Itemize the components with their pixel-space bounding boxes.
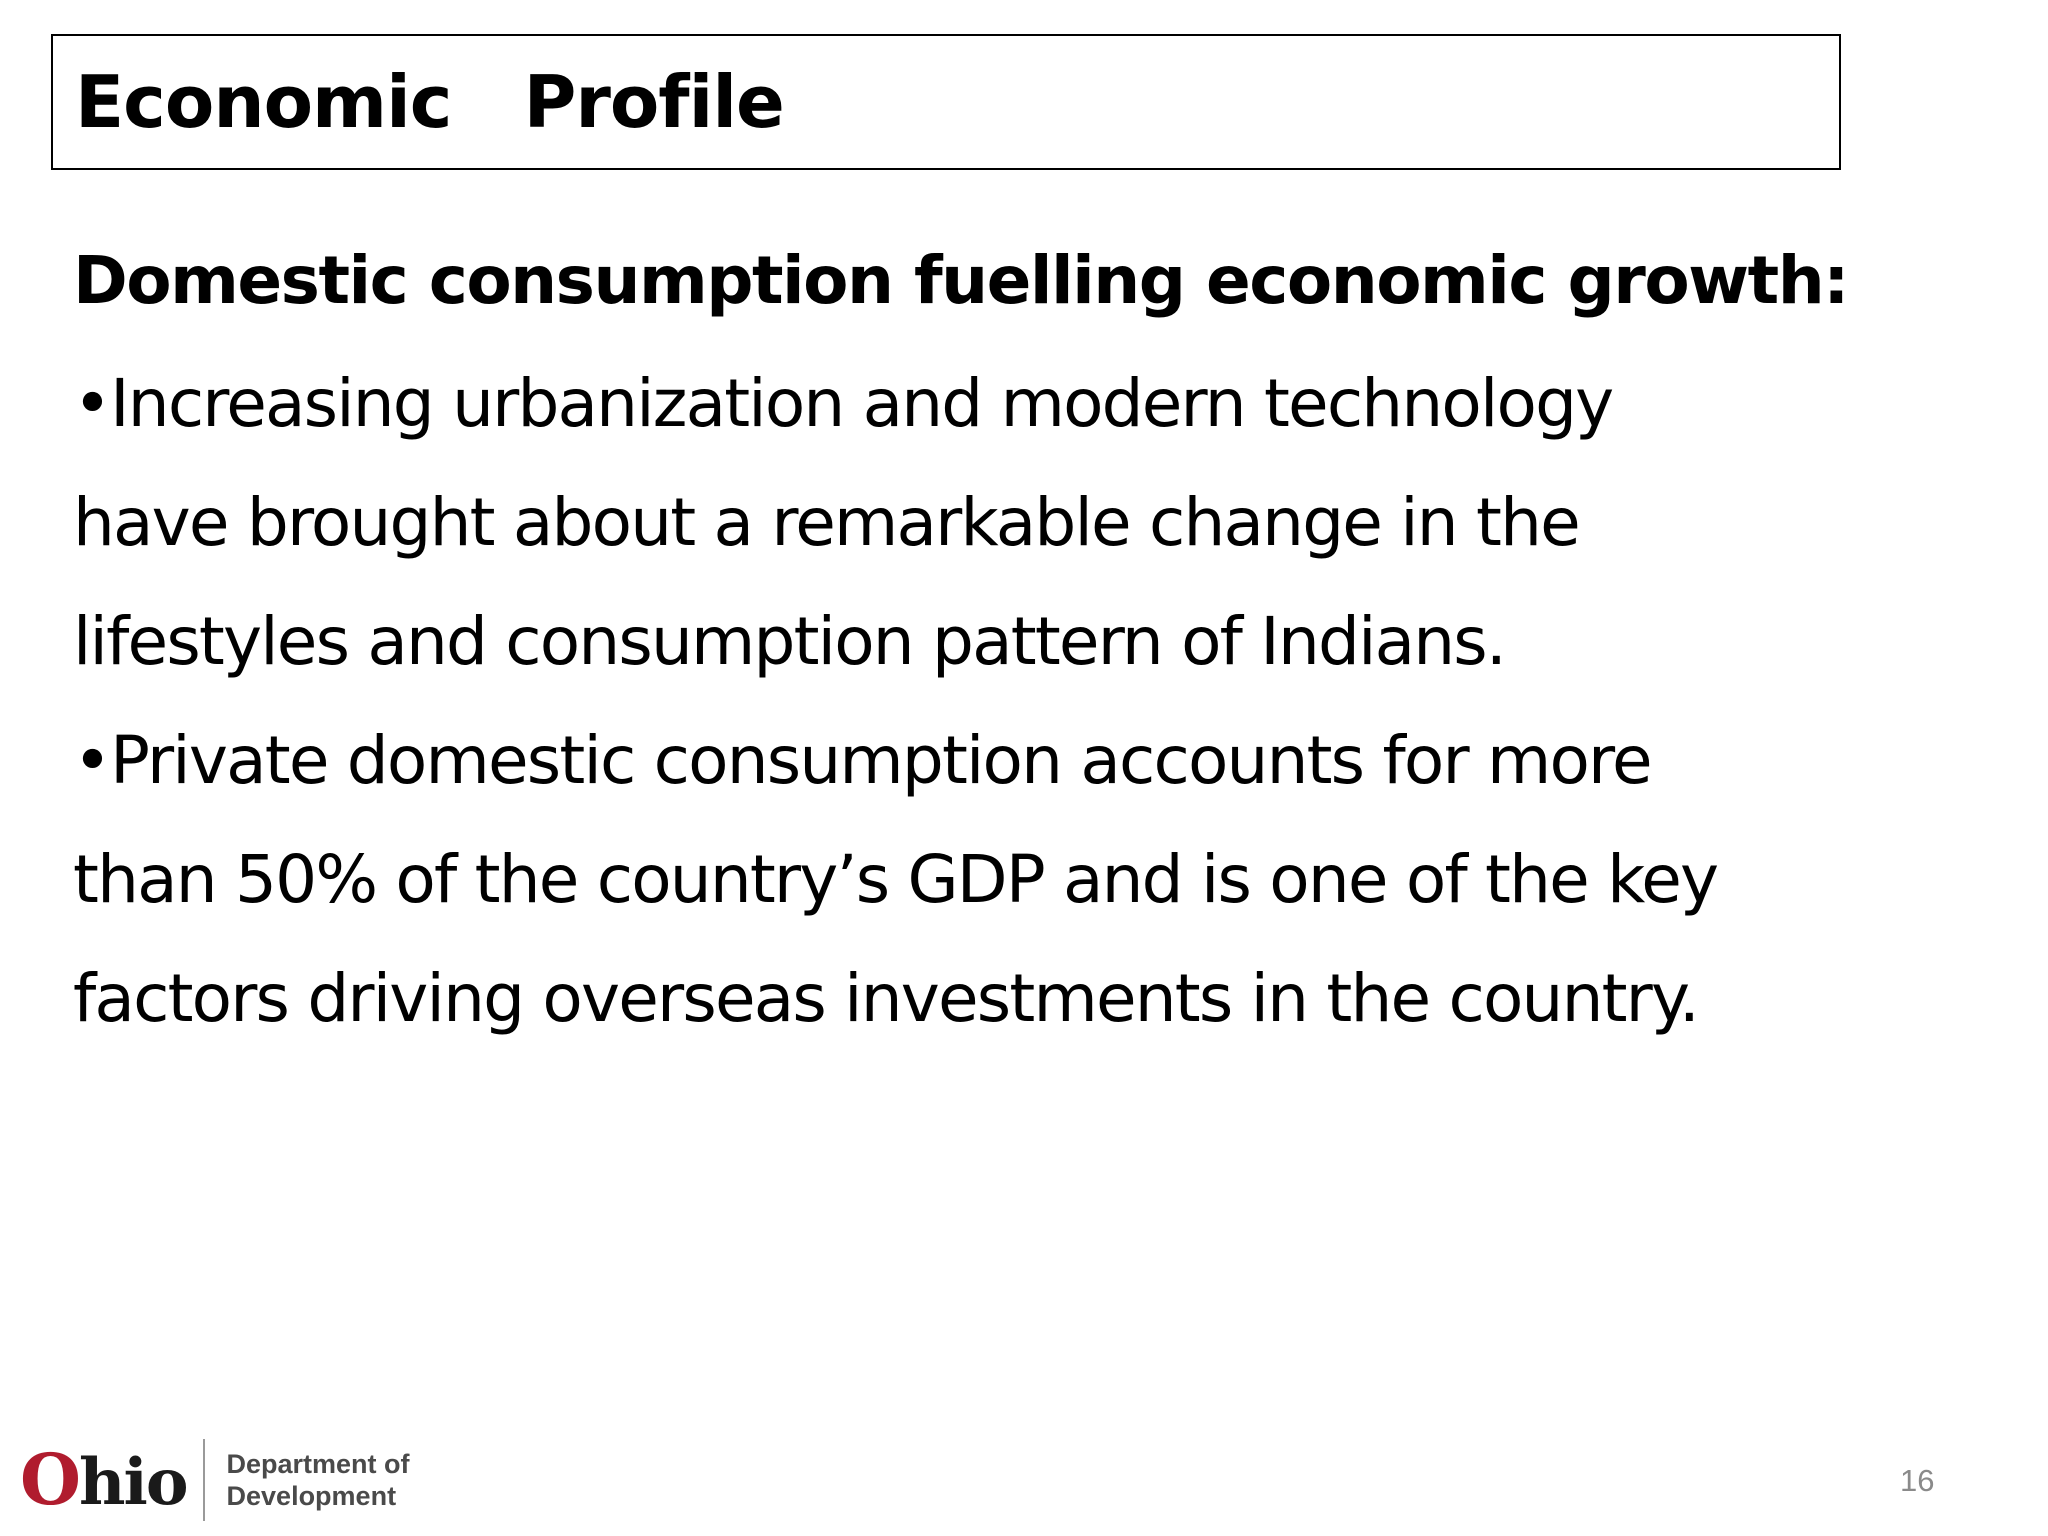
bullet-line: •Increasing urbanization and modern technology [73,365,1613,442]
page-number: 16 [1900,1463,1935,1498]
ohio-development-logo [20,1438,410,1522]
department-line-1: Department of [226,1449,410,1479]
bullet-line: have brought about a remarkable change in the [73,484,1579,561]
logo-divider [203,1439,205,1521]
bullet-line: than 50% of the country’s GDP and is one of the key [73,841,1718,918]
bullet-line: lifestyles and consumption pattern of Indians. [73,603,1506,680]
slide-title: Economic Profile [75,60,784,144]
department-line-2: Development [226,1481,397,1511]
bullet-item [73,344,1973,701]
ohio-wordmark [20,1438,187,1521]
slide-content [73,242,1973,1058]
ohio-wordmark-initial: O [20,1438,79,1521]
ohio-wordmark-rest: hio [78,1445,187,1520]
section-subheading: Domestic consumption fuelling economic growth: [73,242,1849,319]
title-box [51,34,1841,170]
bullet-item [73,701,1973,1058]
bullet-line: factors driving overseas investments in the country. [73,960,1699,1037]
bullet-line: •Private domestic consumption accounts for more [73,722,1651,799]
department-label [227,1448,410,1512]
